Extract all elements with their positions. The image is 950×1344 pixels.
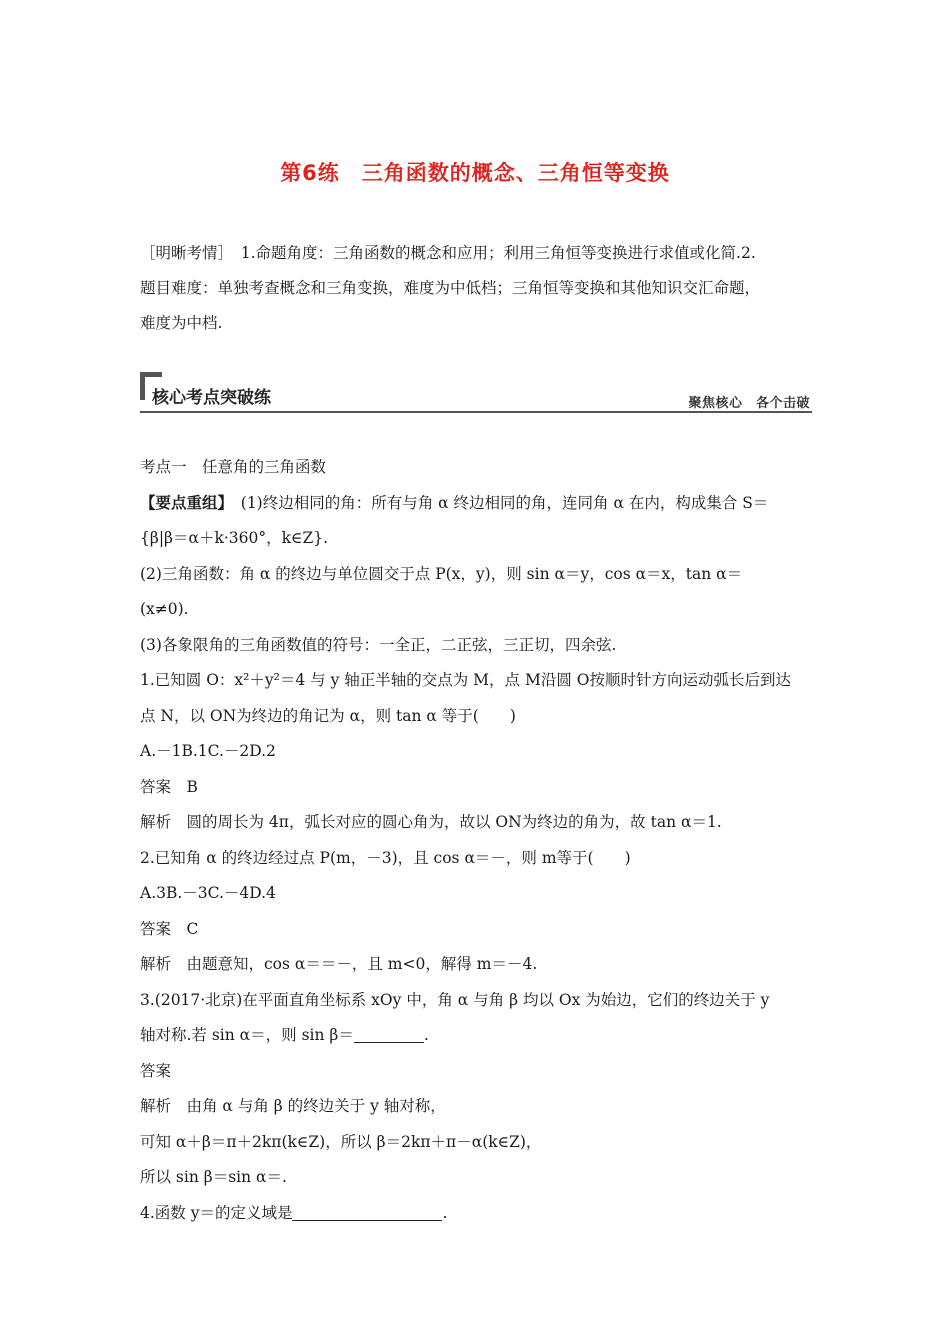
intro-line: ［明晰考情］ 1.命题角度：三角函数的概念和应用；利用三角恒等变换进行求值或化简.2. xyxy=(140,244,756,262)
intro-paragraph xyxy=(140,236,812,341)
section-header xyxy=(140,372,812,414)
text-line: {β|β＝α＋k·360°，k∈Z}. xyxy=(140,529,329,547)
corner-bracket-top xyxy=(140,372,162,377)
question-2-options: A.3B.－3C.－4D.4 xyxy=(140,884,276,902)
solution-3-end: 所以 sin β＝sin α＝. xyxy=(140,1168,287,1186)
section-tagline: 聚焦核心 各个击破 xyxy=(688,396,810,411)
question-4 xyxy=(140,1196,812,1232)
question-1-cont: 点 N，以 ON为终边的角记为 α，则 tan α 等于( ) xyxy=(140,706,516,725)
question-3-cont xyxy=(140,1018,812,1054)
answer-2: 答案 C xyxy=(140,919,199,938)
intro-line: 难度为中档. xyxy=(140,314,223,332)
answer-1: 答案 B xyxy=(140,777,198,796)
key-points-line xyxy=(140,486,812,522)
topic-heading: 考点一 任意角的三角函数 xyxy=(140,458,327,476)
question-4-end: . xyxy=(442,1203,448,1222)
text-line: (3)各象限角的三角函数值的符号：一全正，二正弦，三正切，四余弦. xyxy=(140,635,617,654)
answer-blank xyxy=(354,1026,424,1043)
main-content xyxy=(140,450,812,1231)
section-title: 核心考点突破练 xyxy=(152,388,271,408)
key-points-label: 【要点重组】 xyxy=(140,493,226,512)
question-2: 2.已知角 α 的终边经过点 P(m，－3)，且 cos α＝－，则 m等于( ) xyxy=(140,848,631,867)
text-line: (2)三角函数：角 α 的终边与单位圆交于点 P(x，y)，则 sin α＝y，cos α＝x，tan α＝ xyxy=(140,564,743,583)
intro-line: 题目难度：单独考查概念和三角变换，难度为中低档；三角恒等变换和其他知识交汇命题， xyxy=(140,279,761,297)
text-line: (x≠0). xyxy=(140,600,189,618)
answer-3: 答案 xyxy=(140,1061,172,1080)
section-divider xyxy=(140,411,812,413)
question-1-options: A.－1B.1C.－2D.2 xyxy=(140,742,276,760)
key-points-text: (1)终边相同的角：所有与角 α 终边相同的角，连同角 α 在内，构成集合 S＝ xyxy=(225,493,769,512)
page-title: 第6练 三角函数的概念、三角恒等变换 xyxy=(280,161,670,185)
solution-2: 解析 由题意知，cos α＝＝－，且 m<0，解得 m＝－4. xyxy=(140,955,538,973)
question-1: 1.已知圆 O：x²＋y²＝4 与 y 轴正半轴的交点为 M，点 M沿圆 O按顺时针方向运动弧长后到达 xyxy=(140,671,791,689)
solution-3: 解析 由角 α 与角 β 的终边关于 y 轴对称， xyxy=(140,1097,446,1115)
question-4-text: 4.函数 y＝的定义域是 xyxy=(140,1203,293,1222)
solution-1: 解析 圆的周长为 4π，弧长对应的圆心角为，故以 ON为终边的角为，故 tan α＝1. xyxy=(140,813,722,831)
answer-blank xyxy=(292,1204,442,1221)
solution-3-cont: 可知 α＋β＝π＋2kπ(k∈Z)，所以 β＝2kπ＋π－α(k∈Z)， xyxy=(140,1132,542,1151)
question-3: 3.(2017·北京)在平面直角坐标系 xOy 中，角 α 与角 β 均以 Ox 为始边，它们的终边关于 y xyxy=(140,990,770,1009)
question-3-end: . xyxy=(423,1026,429,1044)
question-3-text: 轴对称.若 sin α＝，则 sin β＝ xyxy=(140,1026,354,1044)
